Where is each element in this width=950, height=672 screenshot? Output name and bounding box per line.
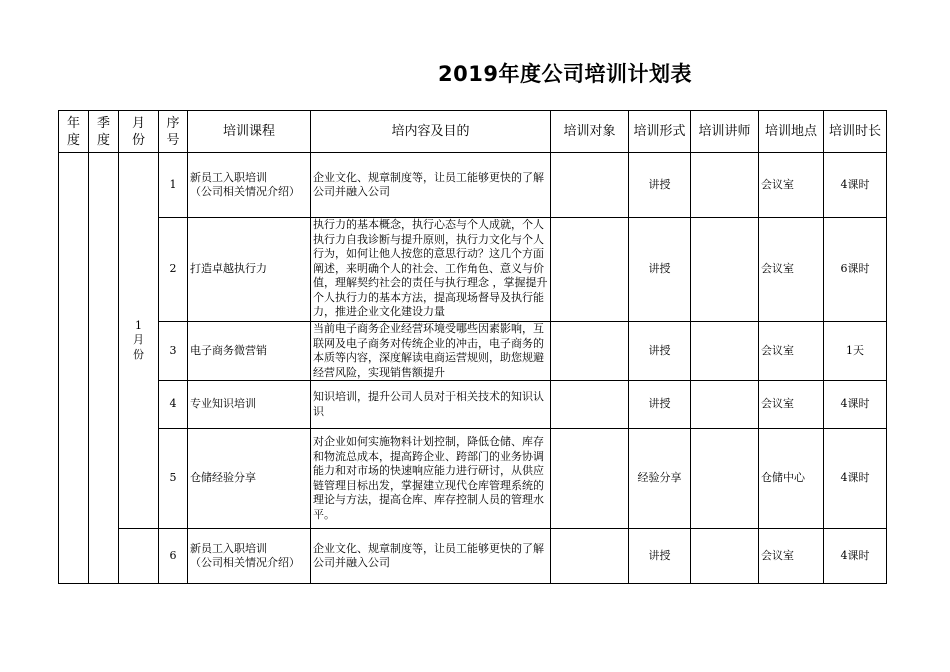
target-cell <box>551 381 629 429</box>
lecturer-cell <box>691 429 759 529</box>
form-cell: 讲授 <box>629 529 691 584</box>
seq-cell: 1 <box>159 153 188 218</box>
table-row <box>59 529 887 584</box>
location-cell: 会议室 <box>759 322 824 381</box>
form-cell: 讲授 <box>629 153 691 218</box>
location-cell: 会议室 <box>759 381 824 429</box>
target-cell <box>551 322 629 381</box>
form-cell: 讲授 <box>629 218 691 322</box>
duration-cell: 4课时 <box>824 429 887 529</box>
lecturer-cell <box>691 322 759 381</box>
location-cell: 会议室 <box>759 218 824 322</box>
header-month: 月份 <box>119 111 159 153</box>
table-row <box>59 429 887 529</box>
content-cell: 当前电子商务企业经营环境受哪些因素影响，互联网及电子商务对传统企业的冲击，电子商务的本质等内容，深度解读电商运营规则，助您规避经营风险，实现销售额提升 <box>311 322 551 381</box>
course-cell: 新员工入职培训 （公司相关情况介绍） <box>188 153 311 218</box>
header-year: 年度 <box>59 111 89 153</box>
lecturer-cell <box>691 153 759 218</box>
seq-cell: 4 <box>159 381 188 429</box>
seq-cell: 6 <box>159 529 188 584</box>
lecturer-cell <box>691 218 759 322</box>
table-row <box>59 218 887 322</box>
header-lecturer: 培训讲师 <box>691 111 759 153</box>
location-cell: 会议室 <box>759 529 824 584</box>
training-plan-table <box>58 110 887 584</box>
content-cell: 执行力的基本概念，执行心态与个人成就，个人执行力自我诊断与提升原则，执行力文化与个人行为，如何让他人按您的意思行动？这几个方面阐述，来明确个人的社会、工作角色、意义与价值，理解契约社会的责任与执行理念 ，掌握提升个人执行力的基本方法，提高现场督导及执行能力，推进企业文化建设力量 <box>311 218 551 322</box>
course-cell: 仓储经验分享 <box>188 429 311 529</box>
seq-cell: 3 <box>159 322 188 381</box>
year-cell <box>59 153 89 584</box>
location-cell: 会议室 <box>759 153 824 218</box>
duration-cell: 4课时 <box>824 381 887 429</box>
table-row <box>59 153 887 218</box>
lecturer-cell <box>691 529 759 584</box>
target-cell <box>551 218 629 322</box>
content-cell: 对企业如何实施物料计划控制，降低仓储、库存和物流总成本，提高跨企业、跨部门的业务协调能力和对市场的快速响应能力进行研讨，从供应链管理目标出发，掌握建立现代仓库管理系统的理论与方法，提高仓库、库存控制人员的管理水平。 <box>311 429 551 529</box>
course-cell: 打造卓越执行力 <box>188 218 311 322</box>
header-location: 培训地点 <box>759 111 824 153</box>
form-cell: 经验分享 <box>629 429 691 529</box>
seq-cell: 2 <box>159 218 188 322</box>
season-cell <box>89 153 119 584</box>
seq-cell: 5 <box>159 429 188 529</box>
content-cell: 企业文化、规章制度等，让员工能够更快的了解公司并融入公司 <box>311 529 551 584</box>
form-cell: 讲授 <box>629 381 691 429</box>
course-cell: 新员工入职培训 （公司相关情况介绍） <box>188 529 311 584</box>
target-cell <box>551 153 629 218</box>
location-cell: 仓储中心 <box>759 429 824 529</box>
header-target: 培训对象 <box>551 111 629 153</box>
duration-cell: 1天 <box>824 322 887 381</box>
course-cell: 电子商务微营销 <box>188 322 311 381</box>
content-cell: 企业文化、规章制度等，让员工能够更快的了解公司并融入公司 <box>311 153 551 218</box>
header-row <box>59 111 887 153</box>
target-cell <box>551 529 629 584</box>
header-form: 培训形式 <box>629 111 691 153</box>
duration-cell: 4课时 <box>824 529 887 584</box>
header-course: 培训课程 <box>188 111 311 153</box>
duration-cell: 6课时 <box>824 218 887 322</box>
lecturer-cell <box>691 381 759 429</box>
table-row <box>59 322 887 381</box>
header-content: 培内容及目的 <box>311 111 551 153</box>
table-row <box>59 381 887 429</box>
month-cell-1: 1月份 <box>119 153 159 529</box>
page-title: 2019年度公司培训计划表 <box>438 62 692 86</box>
target-cell <box>551 429 629 529</box>
header-season: 季度 <box>89 111 119 153</box>
form-cell: 讲授 <box>629 322 691 381</box>
month-cell-2 <box>119 529 159 584</box>
duration-cell: 4课时 <box>824 153 887 218</box>
header-seq: 序号 <box>159 111 188 153</box>
header-duration: 培训时长 <box>824 111 887 153</box>
course-cell: 专业知识培训 <box>188 381 311 429</box>
content-cell: 知识培训，提升公司人员对于相关技术的知识认识 <box>311 381 551 429</box>
